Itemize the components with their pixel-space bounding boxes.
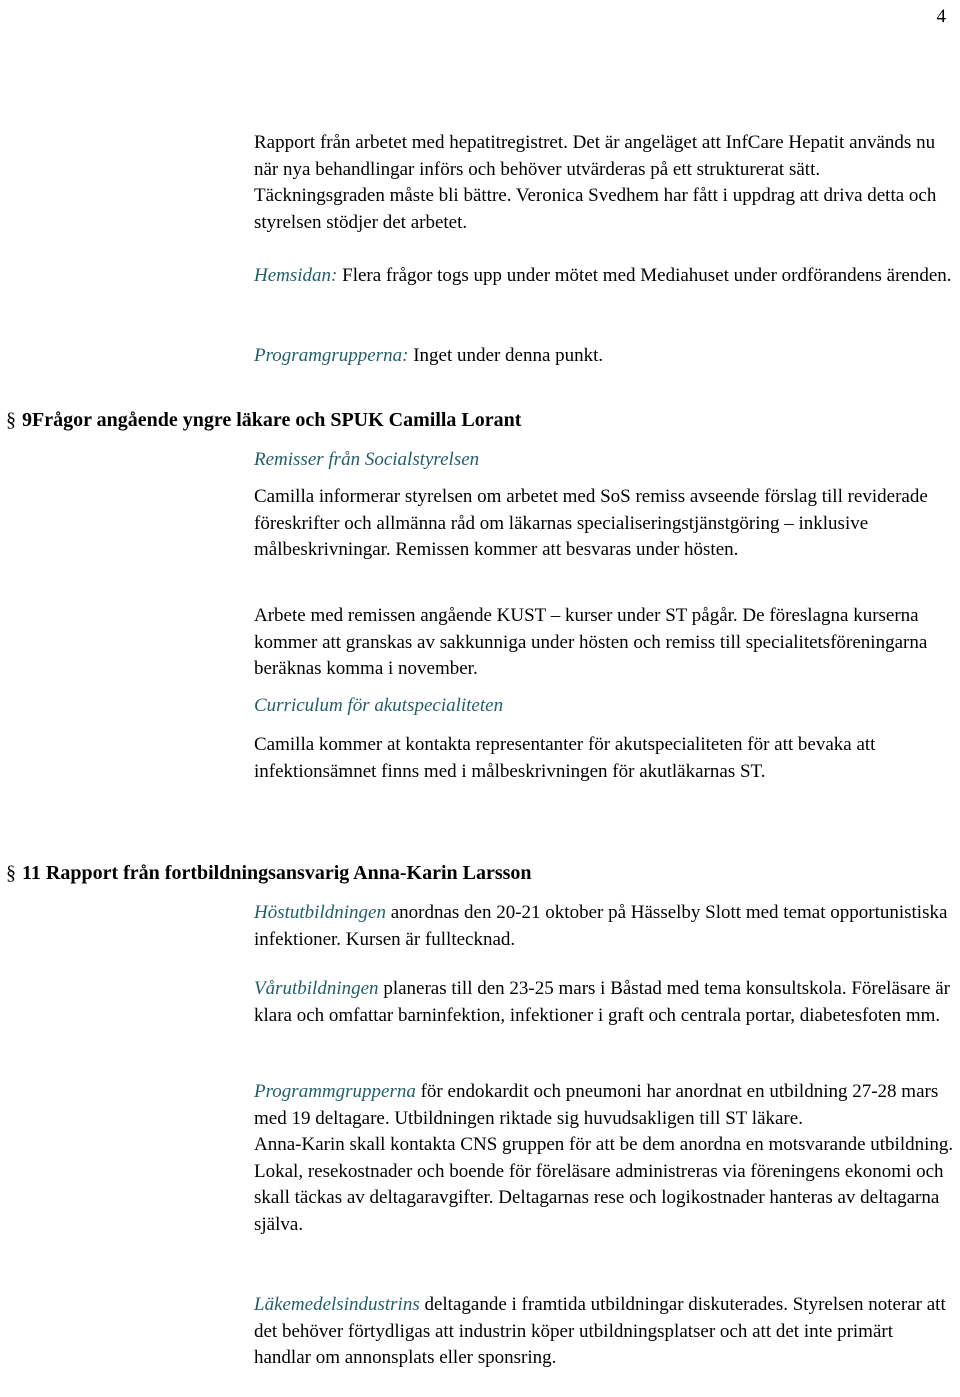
remisser-heading: Remisser från Socialstyrelsen: [254, 449, 480, 470]
hepatit-paragraph: [254, 130, 954, 236]
paragraph-mark-icon: §: [6, 409, 16, 431]
programgrupperna-label: Programgrupperna:: [254, 345, 409, 366]
programmgrupperna-label: Programmgrupperna: [254, 1081, 416, 1102]
section-9-heading: [0, 407, 960, 434]
section-9-title: 9Frågor angående yngre läkare och SPUK Camilla Lorant: [22, 409, 522, 431]
lakemedel-paragraph: [254, 1292, 954, 1372]
kust-paragraph: [254, 603, 954, 683]
remisser-heading-block: [254, 447, 954, 474]
hemsidan-text: Flera frågor togs upp under mötet med Mediahuset under ordförandens ärenden.: [337, 265, 952, 286]
varutbildningen-text: planeras till den 23-25 mars i Båstad med tema konsultskola. Föreläsare är klara och omfattar barninfektion, infektioner i graft och centrala portar, diabetesfoten mm.: [254, 978, 950, 1026]
hemsidan-paragraph: [254, 263, 954, 290]
programmgrupperna-paragraph: [254, 1079, 954, 1238]
page-number: 4: [936, 6, 946, 27]
remisser-paragraph: [254, 484, 954, 564]
lakemedel-text: deltagande i framtida utbildningar diskuterades. Styrelsen noterar att det behöver förtydligas att industrin köper utbildningsplatser och att det inte primärt handlar om annonsplats eller sponsring.: [254, 1294, 946, 1368]
curriculum-heading: Curriculum för akutspecialiteten: [254, 695, 504, 716]
programgrupperna-text: Inget under denna punkt.: [408, 345, 604, 366]
remisser-text: Camilla informerar styrelsen om arbetet med SoS remiss avseende förslag till reviderade föreskrifter och allmänna råd om läkarnas specialiseringstjänstgöring – inklusive målbeskrivningar. Remissen kommer att besvaras under hösten.: [254, 486, 928, 560]
hostutbildningen-paragraph: [254, 900, 954, 953]
kust-text: Arbete med remissen angående KUST – kurser under ST pågår. De föreslagna kurserna kommer att granskas av sakkunniga under hösten och remiss till specialitetsföreningarna beräknas komma i november.: [254, 605, 928, 679]
lakemedel-label: Läkemedelsindustrins: [254, 1294, 420, 1315]
varutbildningen-label: Vårutbildningen: [254, 978, 379, 999]
section-11-title: 11 Rapport från fortbildningsansvarig Anna-Karin Larsson: [22, 862, 532, 884]
paragraph-mark-icon: §: [6, 862, 16, 884]
varutbildningen-paragraph: [254, 976, 954, 1029]
curriculum-text: Camilla kommer at kontakta representanter för akutspecialiteten för att bevaka att infektionsämnet finns med i målbeskrivningen för akutläkarnas ST.: [254, 734, 876, 782]
hostutbildningen-label: Höstutbildningen: [254, 902, 386, 923]
section-11-heading: [0, 860, 960, 887]
hostutbildningen-text: anordnas den 20-21 oktober på Hässelby Slott med temat opportunistiska infektioner. Kursen är fulltecknad.: [254, 902, 948, 950]
programmgrupperna-text: för endokardit och pneumoni har anordnat en utbildning 27-28 mars med 19 deltagare. Utbildningen riktade sig huvudsakligen till ST läkare.: [254, 1081, 939, 1129]
hepatit-text: Rapport från arbetet med hepatitregistret. Det är angeläget att InfCare Hepatit används nu när nya behandlingar införs och behöver utvärderas på ett strukturerat sätt. Täckningsgraden måste bli bättre. Veronica Svedhem har fått i uppdrag att driva detta och styrelsen stödjer det arbetet.: [254, 132, 937, 233]
hemsidan-label: Hemsidan:: [254, 265, 338, 286]
curriculum-heading-block: [254, 693, 954, 720]
curriculum-paragraph: [254, 732, 954, 785]
annakarin-text: Anna-Karin skall kontakta CNS gruppen för att be dem anordna en motsvarande utbildning. Lokal, resekostnader och boende för föreläsare administreras via föreningens ekonomi och skall täckas av deltagaravgifter. Deltagarnas rese och logikostnader hanteras av deltagarna själva.: [254, 1134, 954, 1235]
programgrupperna-paragraph: [254, 343, 954, 370]
